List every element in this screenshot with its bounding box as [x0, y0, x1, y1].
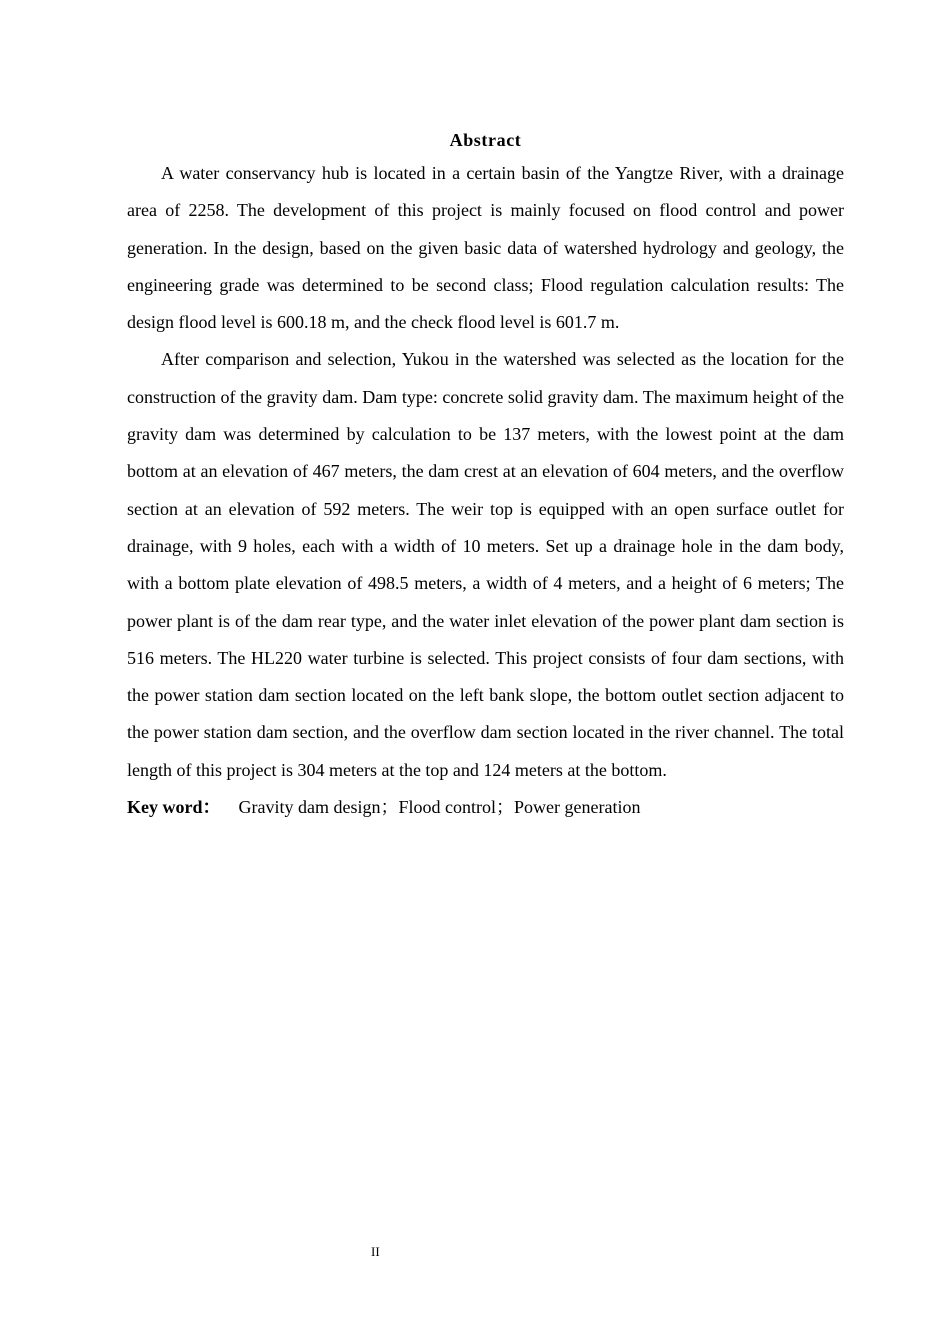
keyword-separator: ；: [380, 797, 399, 818]
keywords-label: Key word：: [127, 797, 221, 818]
abstract-section: [127, 127, 844, 826]
keywords-line: [127, 789, 844, 826]
abstract-paragraph-2: After comparison and selection, Yukou in the watershed was selected as the location for the construction of the gravity dam. Dam type: concrete solid gravity dam. The maximum height of the gravity dam was determined by calculation to be 137 meters, with the lowest point at the dam bottom at an elevation of 467 meters, the dam crest at an elevation of 604 meters, and the overflow section at an elevation of 592 meters. The weir top is equipped with an open surface outlet for drainage, with 9 holes, each with a width of 10 meters. Set up a drainage hole in the dam body, with a bottom plate elevation of 498.5 meters, a width of 4 meters, and a height of 6 meters; The power plant is of the dam rear type, and the water inlet elevation of the power plant dam section is 516 meters. The HL220 water turbine is selected. This project consists of four dam sections, with the power station dam section located on the left bank slope, the bottom outlet section adjacent to the power station dam section, and the overflow dam section located in the river channel. The total length of this project is 304 meters at the top and 124 meters at the bottom.: [127, 349, 844, 780]
keyword-item: Power generation: [513, 797, 641, 818]
keyword-separator: ；: [495, 797, 514, 818]
keyword-item: Flood control: [398, 797, 496, 818]
abstract-title: Abstract: [449, 130, 522, 150]
keyword-item: Gravity dam design: [238, 797, 381, 818]
abstract-paragraph-1: A water conservancy hub is located in a certain basin of the Yangtze River, with a drainage area of 2258. The development of this project is mainly focused on flood control and power generation. In the design, based on the given basic data of watershed hydrology and geology, the engineering grade was determined to be second class; Flood regulation calculation results: The design flood level is 600.18 m, and the check flood level is 601.7 m.: [127, 163, 844, 333]
page-number: II: [371, 1244, 380, 1259]
